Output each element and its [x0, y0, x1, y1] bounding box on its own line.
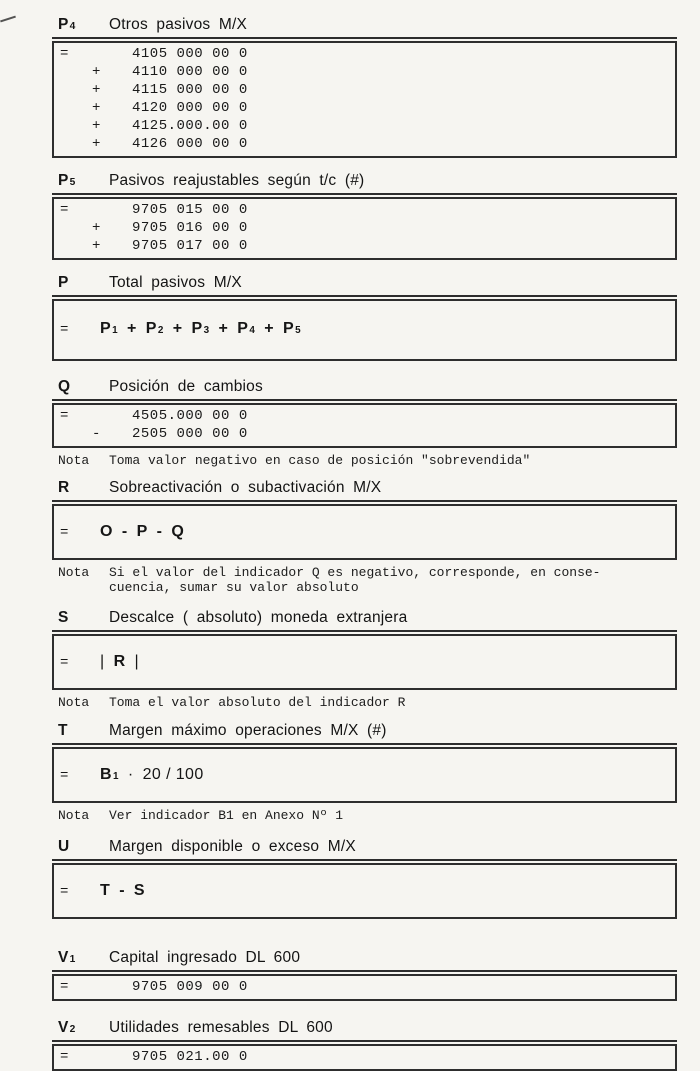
indicator-box [52, 403, 677, 448]
code-row [54, 219, 675, 237]
account-code: 2505 000 00 0 [132, 426, 248, 442]
operator-sign: + [92, 118, 101, 134]
formula-token [264, 320, 274, 338]
code-row [54, 425, 675, 443]
section-header [52, 1019, 677, 1042]
formula-token [100, 766, 119, 784]
section-header [52, 172, 677, 195]
indicator-box [52, 41, 677, 158]
footnote-label: Nota [58, 564, 90, 580]
indicator-box [52, 197, 677, 260]
footnote-line: Toma el valor absoluto del indicador R [109, 694, 406, 710]
formula-token-subscript: 3 [203, 325, 210, 336]
section-header [52, 722, 677, 745]
section-header [52, 378, 677, 401]
operator-sign: + [92, 220, 101, 236]
equals-sign: = [60, 883, 69, 900]
operator-sign: + [92, 136, 101, 152]
formula-expression [100, 653, 148, 671]
indicator-letter-subscript: 1 [69, 953, 76, 965]
formula-expression [100, 320, 310, 338]
formula-token [171, 523, 184, 541]
formula-token-subscript: 2 [157, 325, 164, 336]
indicator-letter-subscript: 5 [69, 177, 76, 188]
formula-token-text: R [113, 652, 126, 670]
formula-token [237, 320, 255, 338]
formula-token-subscript: 1 [112, 771, 119, 782]
operator-sign: + [92, 100, 101, 116]
indicator-box [52, 974, 677, 1001]
code-row [54, 99, 675, 117]
indicator-section-v2 [52, 1019, 677, 1071]
indicator-title: Descalce ( absoluto) moneda extranjera [109, 608, 408, 626]
indicator-letter: P [58, 274, 69, 291]
footnote-text [109, 453, 530, 469]
section-header [52, 609, 677, 632]
formula-token-text: P [100, 320, 112, 337]
indicator-title: Otros pasivos M/X [109, 16, 248, 33]
operator-sign: = [60, 202, 69, 218]
account-code: 4120 000 00 0 [132, 100, 248, 116]
equals-sign: = [60, 524, 69, 541]
indicator-box [52, 299, 677, 361]
formula-token [283, 320, 301, 338]
indicator-code [58, 378, 109, 396]
section-header [52, 479, 677, 502]
indicator-box [52, 1044, 677, 1071]
account-code: 4115 000 00 0 [132, 82, 248, 98]
indicator-title: Total pasivos M/X [109, 274, 242, 291]
formula-token-subscript: 5 [295, 325, 301, 336]
indicator-box [52, 634, 677, 690]
indicator-title: Margen disponible o exceso M/X [109, 837, 356, 855]
indicator-title: Capital ingresado DL 600 [109, 948, 301, 966]
footnote [52, 695, 677, 711]
code-row [54, 45, 675, 63]
formula-token-text: + [127, 320, 137, 337]
operator-sign: + [92, 238, 101, 254]
formula-token [128, 766, 134, 784]
indicator-section-t [52, 722, 677, 824]
code-row [54, 978, 675, 996]
indicator-code [58, 949, 109, 967]
section-header [52, 838, 677, 861]
indicator-box [52, 504, 677, 560]
equals-sign: = [60, 322, 69, 338]
equals-sign: = [60, 654, 69, 671]
indicator-letter: R [58, 478, 70, 496]
indicator-code [58, 1019, 109, 1037]
indicator-code [58, 16, 109, 34]
indicator-title: Sobreactivación o subactivación M/X [109, 478, 382, 496]
code-row [54, 201, 675, 219]
account-code: 9705 015 00 0 [132, 202, 248, 218]
formula-token [146, 320, 164, 338]
formula-token [134, 882, 145, 900]
indicator-section-p5 [52, 172, 677, 260]
formula-token-text: T [100, 881, 111, 899]
formula-token-text: P [191, 320, 203, 337]
operator-sign: = [60, 46, 69, 62]
indicator-section-s [52, 609, 677, 711]
formula-expression [100, 523, 193, 541]
account-code: 9705 017 00 0 [132, 238, 248, 254]
indicator-letter: P [58, 172, 69, 189]
code-row [54, 1048, 675, 1066]
section-header [52, 949, 677, 972]
formula-token-subscript: 1 [112, 325, 118, 336]
formula-token [143, 766, 204, 784]
code-row [54, 63, 675, 81]
formula-token [100, 523, 113, 541]
indicator-letter: T [58, 722, 68, 739]
indicator-box [52, 747, 677, 803]
formula-token-text: O [100, 522, 113, 540]
formula-token-text: · [127, 766, 134, 783]
footnote-label: Nota [58, 808, 90, 823]
indicator-title: Margen máximo operaciones M/X (#) [109, 722, 387, 739]
footnote-line: Si el valor del indicador Q es negativo, corresponde, en conse- [109, 564, 601, 580]
formula-token-text: + [264, 320, 274, 337]
indicator-section-p [52, 274, 677, 361]
footnote-text [109, 808, 343, 824]
indicator-box [52, 863, 677, 919]
indicator-section-u [52, 838, 677, 919]
indicator-code [58, 479, 109, 497]
footnote [52, 808, 677, 824]
formula-token [100, 653, 105, 671]
formula-token-text: | [100, 652, 105, 670]
formula-token-text: S [133, 881, 145, 899]
indicator-title: Utilidades remesables DL 600 [109, 1018, 333, 1036]
account-code: 9705 021.00 0 [132, 1048, 248, 1065]
document-page [0, 16, 700, 1071]
indicator-code [58, 838, 109, 856]
formula-token-text: P [283, 320, 295, 337]
indicator-section-r [52, 479, 677, 596]
formula-token-text: - [156, 522, 163, 540]
footnote-label: Nota [58, 453, 90, 468]
indicator-letter: U [58, 837, 70, 855]
indicator-letter-subscript: 4 [69, 21, 76, 32]
account-code: 4126 000 00 0 [132, 136, 248, 152]
formula-token [122, 523, 128, 541]
account-code: 4125.000.00 0 [132, 118, 248, 134]
code-row [54, 117, 675, 135]
account-code: 4105 000 00 0 [132, 46, 248, 62]
operator-sign: = [60, 408, 69, 424]
formula-token [192, 320, 210, 338]
footnote-label: Nota [58, 694, 90, 710]
formula-token [127, 320, 137, 338]
formula-token-text: - [121, 522, 128, 540]
formula-expression [100, 882, 154, 900]
operator-sign: + [92, 82, 101, 98]
formula-token [157, 523, 163, 541]
indicator-title: Posición de cambios [109, 378, 263, 395]
code-row [54, 407, 675, 425]
indicator-letter: Q [58, 378, 71, 395]
section-header [52, 274, 677, 297]
indicator-title: Pasivos reajustables según t/c (#) [109, 172, 365, 189]
indicator-code [58, 172, 109, 190]
footnote-line: cuencia, sumar su valor absoluto [109, 580, 359, 595]
indicator-letter: V [58, 1018, 69, 1036]
formula-expression [100, 766, 213, 784]
footnote-line: Ver indicador B1 en Anexo Nº 1 [109, 808, 344, 823]
formula-token-text: P [237, 320, 249, 337]
section-header [52, 16, 677, 39]
code-row [54, 81, 675, 99]
formula-row [54, 523, 675, 541]
indicator-letter: P [58, 16, 69, 33]
formula-token [219, 320, 229, 338]
formula-token [137, 523, 148, 541]
operator-sign: + [92, 64, 101, 80]
operator-sign: = [60, 1048, 69, 1065]
operator-sign: - [92, 426, 101, 442]
equals-sign: = [60, 768, 69, 784]
formula-token-text: P [136, 522, 148, 540]
formula-token [100, 320, 118, 338]
formula-row [54, 653, 675, 671]
footnote-text [109, 695, 405, 711]
formula-token-text: B [100, 766, 112, 783]
indicator-letter: S [58, 608, 69, 626]
account-code: 4110 000 00 0 [132, 64, 248, 80]
formula-row [54, 882, 675, 900]
formula-row [54, 766, 675, 784]
indicator-letter-subscript: 2 [69, 1023, 76, 1035]
formula-token-text: Q [171, 522, 185, 540]
account-code: 9705 016 00 0 [132, 220, 248, 236]
indicator-letter: V [58, 948, 69, 966]
indicator-code [58, 609, 109, 627]
indicator-code [58, 722, 109, 740]
indicator-section-q [52, 378, 677, 469]
formula-token [135, 653, 140, 671]
formula-token [119, 882, 125, 900]
formula-token-text: 20 / 100 [142, 766, 204, 783]
account-code: 4505.000 00 0 [132, 408, 248, 424]
indicator-section-v1 [52, 949, 677, 1001]
formula-row [54, 320, 675, 338]
code-row [54, 237, 675, 255]
indicator-section-p4 [52, 16, 677, 158]
formula-token [100, 882, 110, 900]
formula-token-subscript: 4 [249, 325, 256, 336]
formula-token-text: + [218, 320, 229, 337]
formula-token-text: P [145, 320, 157, 337]
formula-token-text: + [172, 320, 183, 337]
footnote-line: Toma valor negativo en caso de posición "sobrevendida" [109, 453, 531, 468]
footnote [52, 453, 677, 469]
operator-sign: = [60, 978, 69, 995]
code-row [54, 135, 675, 153]
formula-token [173, 320, 183, 338]
formula-token-text: | [134, 652, 140, 670]
indicator-code [58, 274, 109, 292]
footnote-text [109, 565, 600, 596]
account-code: 9705 009 00 0 [132, 978, 248, 995]
footnote [52, 565, 677, 596]
formula-token-text: - [119, 881, 125, 899]
formula-token [114, 653, 126, 671]
